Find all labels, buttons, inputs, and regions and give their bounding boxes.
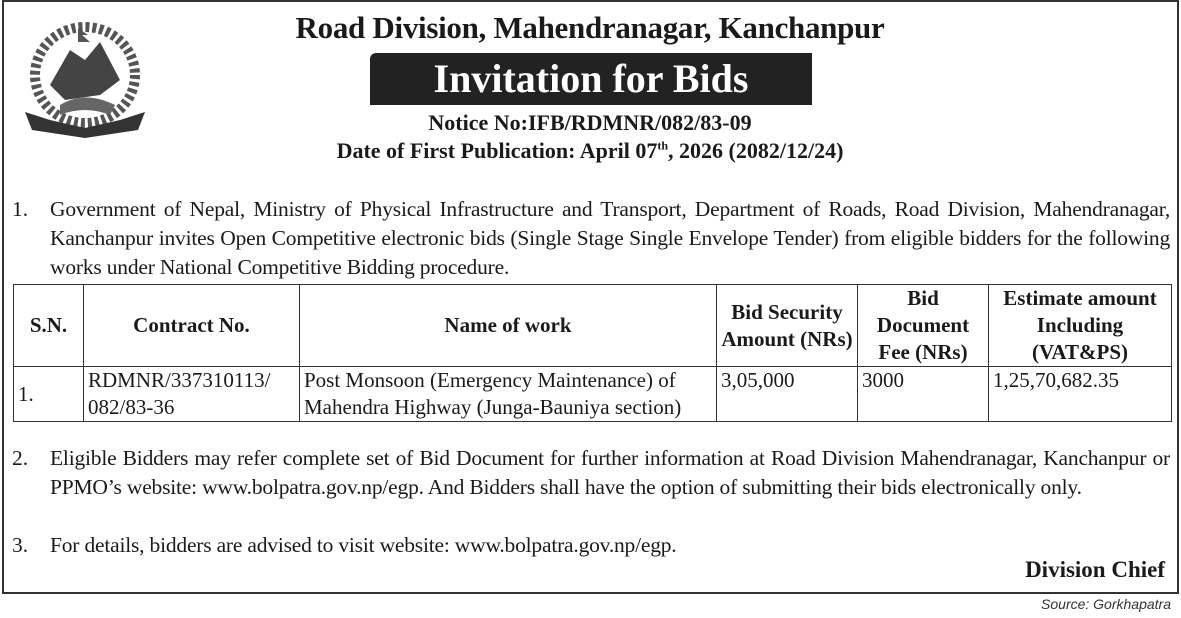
paragraph-number: 2.: [12, 446, 29, 470]
notice-number: Notice No:IFB/RDMNR/082/83-09: [428, 110, 752, 135]
header-doc-fee: Bid Document Fee (NRs): [858, 285, 989, 367]
signatory: Division Chief: [1025, 557, 1165, 582]
nepal-government-emblem-icon: [20, 20, 150, 140]
paragraph-2: Eligible Bidders may refer complete set of Bid Document for further information at Road Division Mahendranagar, Kanchanpur or PPMO’s website: www.bolpatra.gov.np/egp. And Bidders shall have the option of submitting their bids electronically only.: [50, 446, 1170, 499]
header-work: Name of work: [300, 285, 717, 367]
source-credit: Source: Gorkhapatra: [1041, 596, 1171, 612]
date-label: Date of First Publication: April 07: [336, 138, 658, 163]
cell-sn: 1.: [14, 367, 84, 422]
header-bid-security: Bid Security Amount (NRs): [717, 285, 858, 367]
table-row: [14, 367, 1172, 422]
header-estimate: Estimate amount Including (VAT&PS): [989, 285, 1172, 367]
cell-doc-fee: 3000: [858, 367, 989, 422]
paragraph-3: For details, bidders are advised to visit website: www.bolpatra.gov.np/egp.: [50, 533, 677, 557]
date-rest: , 2026 (2082/12/24): [668, 138, 844, 163]
date-sup: th: [657, 138, 669, 153]
cell-bid-security: 3,05,000: [717, 367, 858, 422]
paragraph-number: 1.: [12, 197, 29, 221]
paragraph-1: Government of Nepal, Ministry of Physical Infrastructure and Transport, Department of Roads, Road Division, Mahendranagar, Kanchanpur invites Open Competitive electronic bids (Single Stage Single Envelope Tender) from eligible bidders for the following works under National Competitive Bidding procedure.: [50, 197, 1170, 279]
cell-contract: RDMNR/337310113/ 082/83-36: [84, 367, 300, 422]
office-title: Road Division, Mahendranagar, Kanchanpur: [295, 10, 885, 45]
paragraph-number: 3.: [12, 533, 29, 557]
cell-work: Post Monsoon (Emergency Maintenance) of Mahendra Highway (Junga-Bauniya section): [300, 367, 717, 422]
cell-estimate: 1,25,70,682.35: [989, 367, 1172, 422]
header-sn: S.N.: [14, 285, 84, 367]
works-table: [13, 284, 1172, 422]
header-contract: Contract No.: [84, 285, 300, 367]
publication-date: [200, 138, 980, 164]
table-header-row: [14, 285, 1172, 367]
notice-title-banner: Invitation for Bids: [370, 53, 812, 105]
